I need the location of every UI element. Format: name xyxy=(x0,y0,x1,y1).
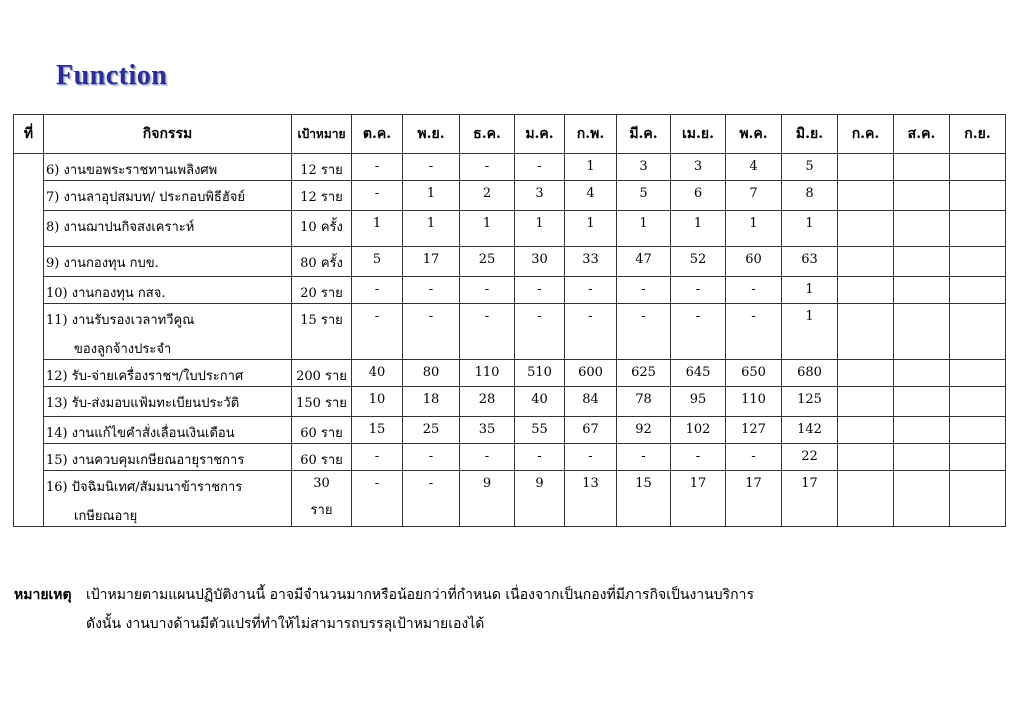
month-value-cell: 510 xyxy=(515,360,565,387)
month-value-cell: 33 xyxy=(565,247,617,277)
month-value-cell: 6 xyxy=(671,181,726,211)
month-value-cell: 1 xyxy=(782,304,838,360)
header-month: ม.ค. xyxy=(515,115,565,154)
month-value-cell xyxy=(894,471,950,527)
target-cell xyxy=(292,417,352,444)
header-no: ที่ xyxy=(14,115,44,154)
note-line-1: เป้าหมายตามแผนปฏิบัติงานนี้ อาจมีจำนวนมากหรือน้อยกว่าที่กำหนด เนื่องจากเป็นกองที่มีภารกิจเป็นงานบริการ xyxy=(86,587,754,603)
table-row xyxy=(14,360,1006,387)
month-value-cell: 92 xyxy=(617,417,671,444)
month-value-cell xyxy=(894,417,950,444)
month-value-cell: - xyxy=(460,277,515,304)
activity-cell xyxy=(44,304,292,360)
month-value-cell: - xyxy=(671,277,726,304)
month-value-cell: 18 xyxy=(403,387,460,417)
month-value-cell: 1 xyxy=(782,277,838,304)
month-value-cell: 1 xyxy=(403,211,460,247)
target-cell xyxy=(292,360,352,387)
target-text: 60 ราย xyxy=(300,453,343,468)
month-value-cell: 78 xyxy=(617,387,671,417)
activity-text: 14) งานแก้ไขคำสั่งเลื่อนเงินเดือน xyxy=(46,426,235,441)
note-label: หมายเหตุ xyxy=(14,587,72,603)
month-value-cell: 2 xyxy=(460,181,515,211)
month-value-cell: - xyxy=(403,277,460,304)
month-value-cell: 1 xyxy=(515,211,565,247)
activity-cell xyxy=(44,211,292,247)
month-value-cell: 47 xyxy=(617,247,671,277)
month-value-cell: 110 xyxy=(726,387,782,417)
month-value-cell: 1 xyxy=(352,211,403,247)
month-value-cell xyxy=(838,471,894,527)
target-text: 12 ราย xyxy=(300,190,343,205)
month-value-cell: - xyxy=(352,304,403,360)
activity-cell xyxy=(44,417,292,444)
month-value-cell: 3 xyxy=(515,181,565,211)
month-value-cell: - xyxy=(565,304,617,360)
month-value-cell: 28 xyxy=(460,387,515,417)
activity-text: 13) รับ-ส่งมอบแฟ้มทะเบียนประวัติ xyxy=(46,396,240,411)
target-text: 10 ครั้ง xyxy=(300,220,343,235)
table-row xyxy=(14,387,1006,417)
month-value-cell: 17 xyxy=(671,471,726,527)
month-value-cell: 142 xyxy=(782,417,838,444)
target-text: 30 xyxy=(313,476,330,491)
month-value-cell: - xyxy=(515,154,565,181)
month-value-cell: 4 xyxy=(726,154,782,181)
month-value-cell: - xyxy=(671,444,726,471)
month-value-cell: 13 xyxy=(565,471,617,527)
month-value-cell: 1 xyxy=(403,181,460,211)
target-cell xyxy=(292,211,352,247)
month-value-cell xyxy=(950,471,1006,527)
month-value-cell: 5 xyxy=(617,181,671,211)
header-month: ก.พ. xyxy=(565,115,617,154)
header-month: ก.ย. xyxy=(950,115,1006,154)
header-month: ต.ค. xyxy=(352,115,403,154)
month-value-cell xyxy=(950,247,1006,277)
table-row xyxy=(14,211,1006,247)
table-row xyxy=(14,304,1006,360)
month-value-cell: - xyxy=(352,471,403,527)
month-value-cell: - xyxy=(460,154,515,181)
month-value-cell: 8 xyxy=(782,181,838,211)
month-value-cell: - xyxy=(352,154,403,181)
header-month: เม.ย. xyxy=(671,115,726,154)
month-value-cell: 625 xyxy=(617,360,671,387)
month-value-cell xyxy=(838,387,894,417)
header-month: พ.ค. xyxy=(726,115,782,154)
target-text: 60 ราย xyxy=(300,426,343,441)
month-value-cell xyxy=(894,444,950,471)
activity-text-line2: เกษียณอายุ xyxy=(74,509,138,524)
activity-text-line2: ของลูกจ้างประจำ xyxy=(74,342,172,357)
month-value-cell: - xyxy=(617,304,671,360)
table-row xyxy=(14,417,1006,444)
target-cell xyxy=(292,471,352,527)
header-activity: กิจกรรม xyxy=(44,115,292,154)
month-value-cell xyxy=(894,154,950,181)
month-value-cell xyxy=(894,360,950,387)
month-value-cell: 25 xyxy=(460,247,515,277)
table-row xyxy=(14,444,1006,471)
month-value-cell: 52 xyxy=(671,247,726,277)
note-line-2: ดังนั้น งานบางด้านมีตัวแปรที่ทำให้ไม่สามารถบรรลุเป้าหมายเองได้ xyxy=(86,616,485,632)
month-value-cell: 3 xyxy=(617,154,671,181)
month-value-cell: - xyxy=(515,277,565,304)
activity-text: 12) รับ-จ่ายเครื่องราชฯ/ใบประกาศ xyxy=(46,369,244,384)
month-value-cell: 95 xyxy=(671,387,726,417)
month-value-cell: 17 xyxy=(782,471,838,527)
activity-text: 6) งานขอพระราชทานเพลิงศพ xyxy=(46,163,218,178)
month-value-cell: 650 xyxy=(726,360,782,387)
header-month: ส.ค. xyxy=(894,115,950,154)
activity-text: 9) งานกองทุน กบข. xyxy=(46,256,159,271)
activity-text: 10) งานกองทุน กสจ. xyxy=(46,286,166,301)
target-text: 200 ราย xyxy=(296,369,347,384)
month-value-cell xyxy=(950,417,1006,444)
activity-cell xyxy=(44,471,292,527)
month-value-cell xyxy=(950,387,1006,417)
header-month: ก.ค. xyxy=(838,115,894,154)
activity-text: 7) งานลาอุปสมบท/ ประกอบพิธีฮัจย์ xyxy=(46,190,245,205)
month-value-cell: 10 xyxy=(352,387,403,417)
month-value-cell xyxy=(838,417,894,444)
month-value-cell: 5 xyxy=(782,154,838,181)
month-value-cell: 84 xyxy=(565,387,617,417)
month-value-cell: - xyxy=(726,304,782,360)
table-row xyxy=(14,181,1006,211)
month-value-cell xyxy=(838,277,894,304)
month-value-cell: 55 xyxy=(515,417,565,444)
month-value-cell: 15 xyxy=(352,417,403,444)
month-value-cell xyxy=(838,360,894,387)
month-value-cell xyxy=(894,304,950,360)
month-value-cell xyxy=(838,247,894,277)
month-value-cell: 7 xyxy=(726,181,782,211)
month-value-cell: - xyxy=(460,444,515,471)
header-month: พ.ย. xyxy=(403,115,460,154)
month-value-cell: 15 xyxy=(617,471,671,527)
month-value-cell xyxy=(950,304,1006,360)
month-value-cell: 600 xyxy=(565,360,617,387)
activity-text: 15) งานควบคุมเกษียณอายุราชการ xyxy=(46,453,245,468)
table-row xyxy=(14,471,1006,527)
month-value-cell: - xyxy=(460,304,515,360)
activity-text: 11) งานรับรองเวลาทวีคูณ xyxy=(46,313,195,328)
month-value-cell: - xyxy=(726,444,782,471)
header-row xyxy=(14,115,1006,154)
activity-cell xyxy=(44,247,292,277)
month-value-cell: 1 xyxy=(671,211,726,247)
month-value-cell xyxy=(950,181,1006,211)
target-cell xyxy=(292,444,352,471)
month-value-cell: 127 xyxy=(726,417,782,444)
month-value-cell: - xyxy=(617,277,671,304)
month-value-cell: 22 xyxy=(782,444,838,471)
month-value-cell xyxy=(950,444,1006,471)
month-value-cell: 40 xyxy=(515,387,565,417)
note-section xyxy=(14,584,754,632)
target-text: 80 ครั้ง xyxy=(300,256,343,271)
month-value-cell: - xyxy=(403,154,460,181)
month-value-cell: - xyxy=(403,444,460,471)
row-number-cell xyxy=(14,154,44,527)
month-value-cell xyxy=(838,304,894,360)
activity-cell xyxy=(44,181,292,211)
target-cell xyxy=(292,277,352,304)
month-value-cell: - xyxy=(671,304,726,360)
month-value-cell xyxy=(894,247,950,277)
month-value-cell: 25 xyxy=(403,417,460,444)
month-value-cell xyxy=(894,211,950,247)
month-value-cell: 60 xyxy=(726,247,782,277)
month-value-cell: 9 xyxy=(460,471,515,527)
month-value-cell: - xyxy=(726,277,782,304)
month-value-cell xyxy=(950,154,1006,181)
month-value-cell: 1 xyxy=(726,211,782,247)
header-month: ธ.ค. xyxy=(460,115,515,154)
month-value-cell: - xyxy=(352,181,403,211)
activity-text: 16) ปัจฉิมนิเทศ/สัมมนาข้าราชการ xyxy=(46,480,243,495)
month-value-cell xyxy=(950,360,1006,387)
month-value-cell: 645 xyxy=(671,360,726,387)
month-value-cell xyxy=(894,181,950,211)
month-value-cell: - xyxy=(352,444,403,471)
activity-cell xyxy=(44,444,292,471)
month-value-cell: - xyxy=(403,304,460,360)
month-value-cell: - xyxy=(515,444,565,471)
table-row xyxy=(14,277,1006,304)
target-text: 20 ราย xyxy=(300,286,343,301)
month-value-cell: - xyxy=(352,277,403,304)
table-row xyxy=(14,247,1006,277)
month-value-cell: 5 xyxy=(352,247,403,277)
activity-table xyxy=(13,114,1006,527)
target-text: 15 ราย xyxy=(300,313,343,328)
month-value-cell: 9 xyxy=(515,471,565,527)
month-value-cell: 40 xyxy=(352,360,403,387)
target-cell xyxy=(292,304,352,360)
activity-cell xyxy=(44,387,292,417)
activity-text: 8) งานฌาปนกิจสงเคราะห์ xyxy=(46,220,195,235)
month-value-cell: 67 xyxy=(565,417,617,444)
target-cell xyxy=(292,247,352,277)
month-value-cell: - xyxy=(565,444,617,471)
month-value-cell xyxy=(894,277,950,304)
month-value-cell xyxy=(838,444,894,471)
month-value-cell xyxy=(838,154,894,181)
month-value-cell xyxy=(950,277,1006,304)
header-month: มิ.ย. xyxy=(782,115,838,154)
month-value-cell: 125 xyxy=(782,387,838,417)
month-value-cell: - xyxy=(617,444,671,471)
month-value-cell xyxy=(838,211,894,247)
month-value-cell: - xyxy=(565,277,617,304)
month-value-cell: 17 xyxy=(403,247,460,277)
month-value-cell xyxy=(950,211,1006,247)
month-value-cell: 1 xyxy=(617,211,671,247)
month-value-cell: 63 xyxy=(782,247,838,277)
month-value-cell: 35 xyxy=(460,417,515,444)
activity-cell xyxy=(44,154,292,181)
month-value-cell: 1 xyxy=(565,154,617,181)
month-value-cell: 110 xyxy=(460,360,515,387)
month-value-cell: 3 xyxy=(671,154,726,181)
target-text: 12 ราย xyxy=(300,163,343,178)
month-value-cell: 4 xyxy=(565,181,617,211)
activity-cell xyxy=(44,360,292,387)
page-title: Function xyxy=(56,60,168,91)
month-value-cell: 680 xyxy=(782,360,838,387)
month-value-cell: 17 xyxy=(726,471,782,527)
month-value-cell: 1 xyxy=(565,211,617,247)
target-cell xyxy=(292,387,352,417)
header-target: เป้าหมาย xyxy=(292,115,352,154)
target-cell xyxy=(292,154,352,181)
month-value-cell: - xyxy=(403,471,460,527)
target-text-line2: ราย xyxy=(310,503,333,518)
month-value-cell: - xyxy=(515,304,565,360)
target-text: 150 ราย xyxy=(296,396,347,411)
header-month: มี.ค. xyxy=(617,115,671,154)
month-value-cell: 80 xyxy=(403,360,460,387)
month-value-cell: 30 xyxy=(515,247,565,277)
table-row xyxy=(14,154,1006,181)
month-value-cell xyxy=(894,387,950,417)
activity-cell xyxy=(44,277,292,304)
month-value-cell: 1 xyxy=(782,211,838,247)
month-value-cell xyxy=(838,181,894,211)
target-cell xyxy=(292,181,352,211)
month-value-cell: 102 xyxy=(671,417,726,444)
month-value-cell: 1 xyxy=(460,211,515,247)
